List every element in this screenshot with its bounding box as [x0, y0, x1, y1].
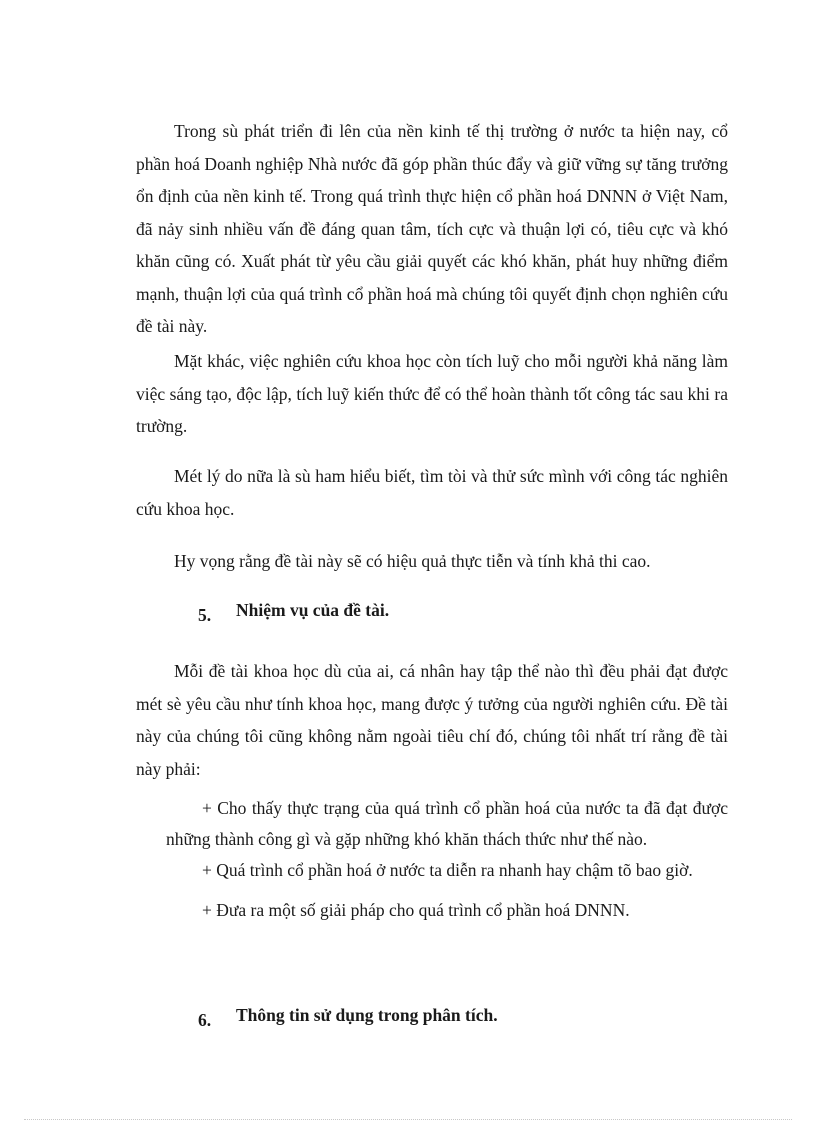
paragraph-requirements: Mỗi đề tài khoa học dù của ai, cá nhân hay tập thể nào thì đều phải đạt được mét sè yêu cầu như tính khoa học, mang được ý tưởng của người nghiên cứu. Đề tài này của chúng tôi cũng không nằm ngoài tiêu chí đó, chúng tôi nhất trí rằng đề tài này phải:: [136, 661, 728, 779]
section-number: 6.: [198, 1010, 212, 1030]
section-title: Nhiệm vụ của đề tài.: [236, 600, 390, 620]
section-title: Thông tin sử dụng trong phân tích.: [236, 1005, 498, 1025]
list-item: + Đưa ra một số giải pháp cho quá trình cổ phần hoá DNNN.: [202, 900, 630, 920]
paragraph-hope: Hy vọng rằng đề tài này sẽ có hiệu quả thực tiễn và tính khả thi cao.: [174, 551, 651, 571]
section-heading-information: [198, 1005, 498, 1030]
list-item: + Cho thấy thực trạng của quá trình cổ phần hoá của nước ta đã đạt được những thành công gì và gặp những khó khăn thách thức như thế nào.: [166, 798, 728, 849]
section-heading-tasks: [198, 600, 390, 625]
page-bottom-divider: [24, 1119, 792, 1120]
paragraph-curiosity: Mét lý do nữa là sù ham hiểu biết, tìm tòi và thử sức mình với công tác nghiên cứu khoa học.: [136, 466, 728, 519]
paragraph-research-skills: Mặt khác, việc nghiên cứu khoa học còn tích luỹ cho mỗi người khả năng làm việc sáng tạo, độc lập, tích luỹ kiến thức để có thể hoàn thành tốt công tác sau khi ra trường.: [136, 351, 728, 436]
section-number: 5.: [198, 605, 212, 625]
list-item: + Quá trình cổ phần hoá ở nước ta diễn ra nhanh hay chậm tõ bao giờ.: [202, 860, 693, 880]
requirements-list: [166, 793, 728, 926]
paragraph-reasons: Trong sù phát triển đi lên của nền kinh tế thị trường ở nước ta hiện nay, cổ phần hoá Doanh nghiệp Nhà nước đã góp phần thúc đẩy và giữ vững sự tăng trưởng ổn định của nền kinh tế. Trong quá trình thực hiện cổ phần hoá DNNN ở Việt Nam, đã nảy sinh nhiều vấn đề đáng quan tâm, tích cực và thuận lợi có, tiêu cực và khó khăn cũng có. Xuất phát từ yêu cầu giải quyết các khó khăn, phát huy những điểm mạnh, thuận lợi của quá trình cổ phần hoá mà chúng tôi quyết định chọn nghiên cứu đề tài này.: [136, 121, 728, 336]
